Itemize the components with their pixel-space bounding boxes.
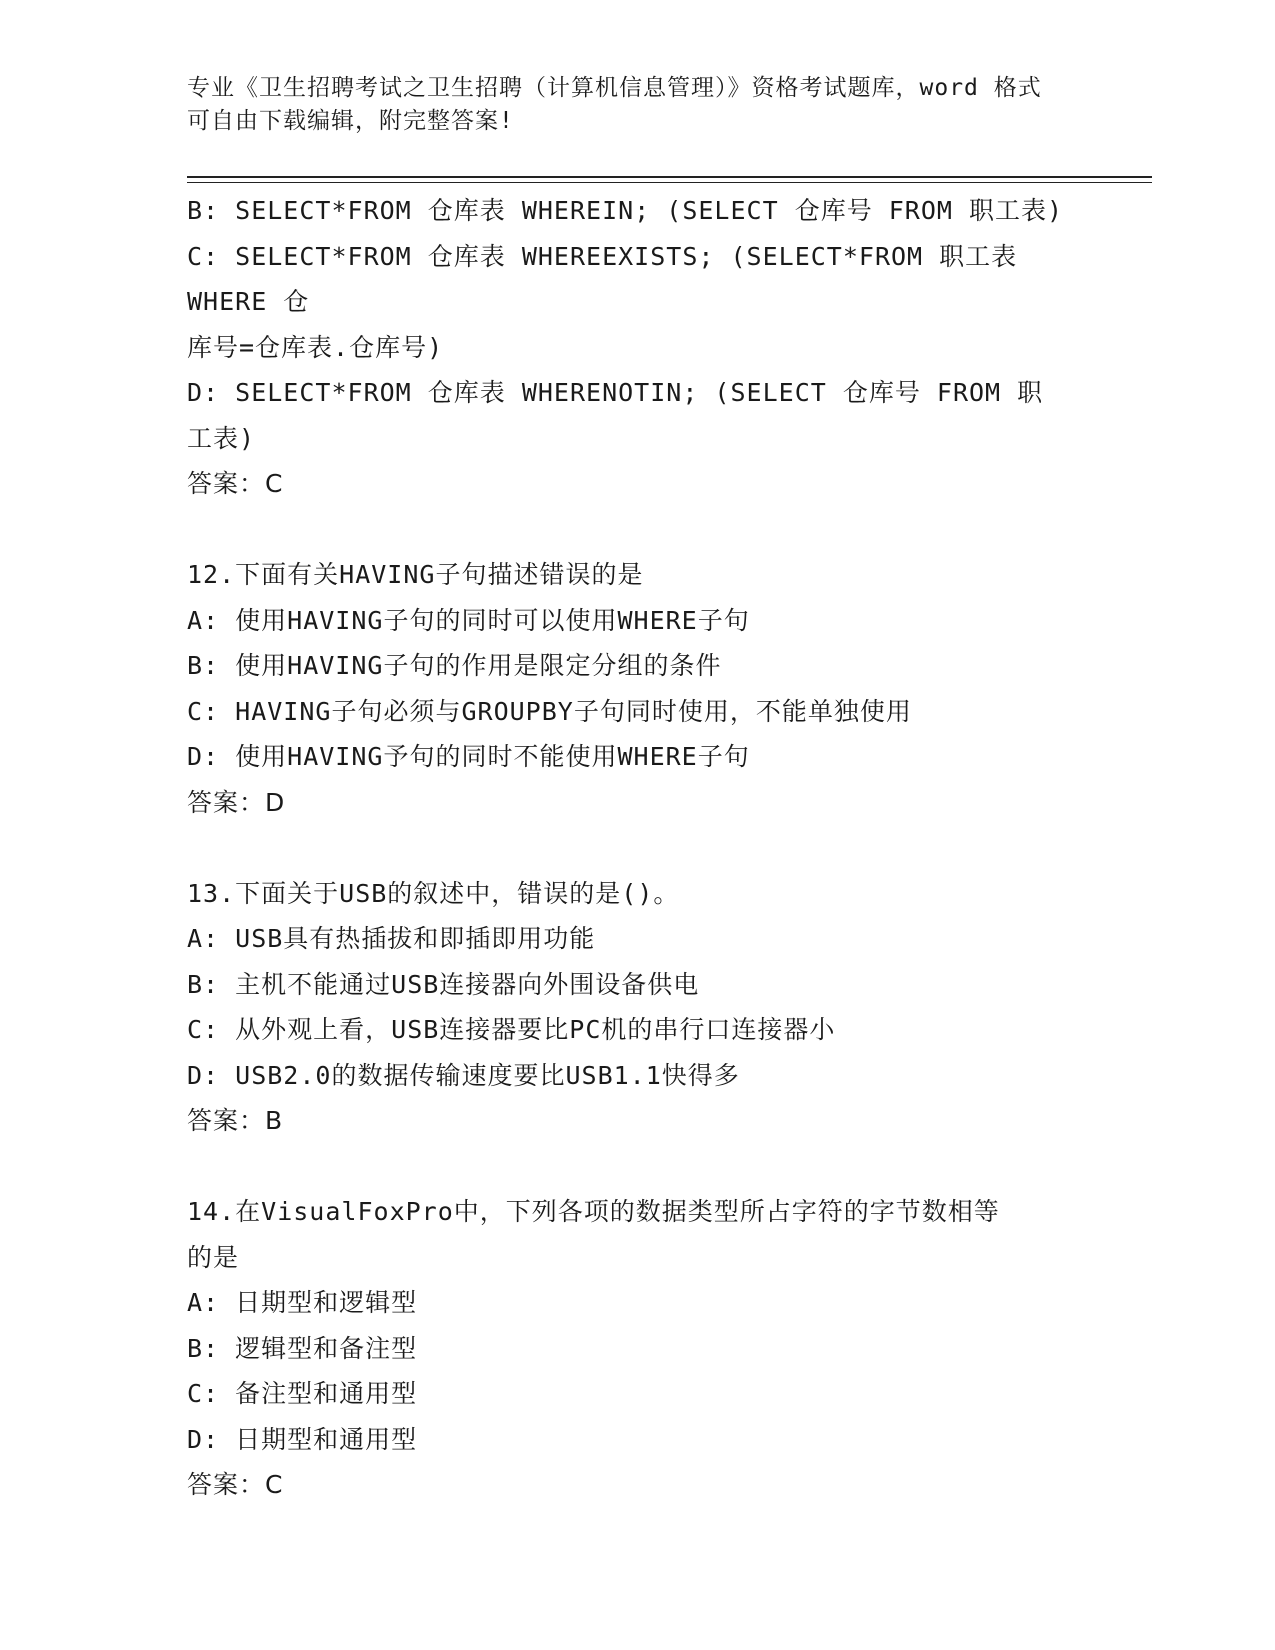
option-c-continued: 库号=仓库表.仓库号) (187, 332, 444, 362)
option-b: B: 逻辑型和备注型 (187, 1333, 418, 1363)
spacer (187, 507, 1067, 553)
answer-line: 答案：C (187, 1470, 284, 1499)
option-b: B: SELECT*FROM 仓库表 WHEREIN; (SELECT 仓库号 FROM 职工表) (187, 196, 1064, 225)
question-13 (187, 871, 1067, 1144)
question-list (187, 188, 1067, 1508)
question-text: 12.下面有关HAVING子句描述错误的是 (187, 560, 644, 589)
answer-line: 答案：D (187, 787, 286, 817)
header-divider-thick (187, 176, 1152, 178)
option-d: D: 使用HAVING予句的同时不能使用WHERE子句 (187, 742, 750, 771)
option-d: D: SELECT*FROM 仓库表 WHERENOTIN; (SELECT 仓库号 FROM 职工表) (187, 378, 1044, 453)
question-text-continued: 的是 (187, 1242, 240, 1272)
document-header (187, 72, 1067, 138)
header-line-2: 可自由下载编辑，附完整答案! (187, 108, 514, 134)
question-12 (187, 552, 1067, 825)
spacer (187, 825, 1067, 871)
option-d: D: 日期型和通用型 (187, 1424, 418, 1454)
option-c: C: HAVING子句必须与GROUPBY子句同时使用，不能单独使用 (187, 696, 912, 726)
question-text: 13.下面关于USB的叙述中，错误的是()。 (187, 878, 680, 908)
option-a: A: USB具有热插拔和即插即用功能 (187, 924, 596, 953)
answer-line: 答案：C (187, 469, 284, 498)
option-c: C: 从外观上看，USB连接器要比PC机的串行口连接器小 (187, 1015, 836, 1044)
question-11 (187, 188, 1067, 507)
question-14 (187, 1189, 1067, 1508)
header-line-1: 专业《卫生招聘考试之卫生招聘（计算机信息管理）》资格考试题库，word 格式 (187, 75, 1042, 101)
option-d: D: USB2.0的数据传输速度要比USB1.1快得多 (187, 1060, 740, 1090)
option-c: C: 备注型和通用型 (187, 1379, 418, 1408)
answer-line: 答案：B (187, 1106, 284, 1135)
header-divider-thin (187, 182, 1152, 183)
spacer (187, 1144, 1067, 1190)
option-a: A: 日期型和逻辑型 (187, 1288, 418, 1317)
option-b: B: 主机不能通过USB连接器向外围设备供电 (187, 969, 700, 999)
option-b: B: 使用HAVING子句的作用是限定分组的条件 (187, 651, 722, 680)
option-c: C: SELECT*FROM 仓库表 WHEREEXISTS; (SELECT*FROM 职工表 WHERE 仓 (187, 241, 1034, 316)
question-text: 14.在VisualFoxPro中，下列各项的数据类型所占字符的字节数相等 (187, 1197, 1000, 1226)
option-a: A: 使用HAVING子句的同时可以使用WHERE子句 (187, 605, 750, 635)
